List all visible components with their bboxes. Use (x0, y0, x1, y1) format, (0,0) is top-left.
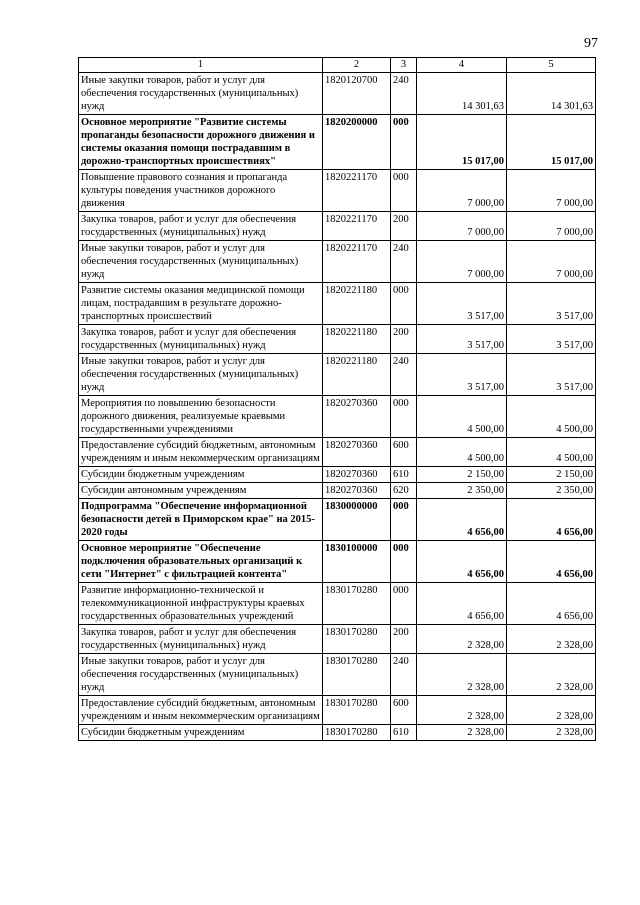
table-row (79, 483, 596, 499)
table-row (79, 583, 596, 625)
row-type-cell: 200 (391, 325, 417, 354)
row-value-2015-cell: 4 656,00 (417, 583, 507, 625)
row-type-cell: 000 (391, 499, 417, 541)
row-value-2015-cell: 2 350,00 (417, 483, 507, 499)
row-type-cell: 200 (391, 212, 417, 241)
row-code-cell: 1820270360 (323, 483, 391, 499)
row-value-2015-cell: 15 017,00 (417, 115, 507, 170)
row-value-2016-cell: 3 517,00 (507, 283, 596, 325)
row-name-cell: Основное мероприятие "Обеспечение подключения образовательных организаций к сети "Интернет" с фильтрацией контента" (79, 541, 323, 583)
row-type-cell: 000 (391, 115, 417, 170)
row-name-cell: Закупка товаров, работ и услуг для обеспечения государственных (муниципальных) нужд (79, 625, 323, 654)
row-name-cell: Иные закупки товаров, работ и услуг для обеспечения государственных (муниципальных) нужд (79, 354, 323, 396)
row-value-2016-cell: 2 150,00 (507, 467, 596, 483)
row-value-2015-cell: 2 150,00 (417, 467, 507, 483)
row-value-2016-cell: 4 500,00 (507, 438, 596, 467)
row-name-cell: Предоставление субсидий бюджетным, автономным учреждениям и иным некоммерческим организациям (79, 696, 323, 725)
row-name-cell: Закупка товаров, работ и услуг для обеспечения государственных (муниципальных) нужд (79, 212, 323, 241)
row-type-cell: 600 (391, 696, 417, 725)
row-name-cell: Подпрограмма "Обеспечение информационной безопасности детей в Приморском крае" на 2015-2020 годы (79, 499, 323, 541)
table-row (79, 115, 596, 170)
row-value-2015-cell: 2 328,00 (417, 696, 507, 725)
row-name-cell: Основное мероприятие "Развитие системы пропаганды безопасности дорожного движения и системы оказания помощи пострадавшим в дорожно-транспортных происшествиях" (79, 115, 323, 170)
table-row (79, 325, 596, 354)
row-type-cell: 620 (391, 483, 417, 499)
row-name-cell: Субсидии бюджетным учреждениям (79, 725, 323, 741)
row-value-2016-cell: 4 500,00 (507, 396, 596, 438)
row-value-2015-cell: 2 328,00 (417, 625, 507, 654)
row-value-2015-cell: 7 000,00 (417, 170, 507, 212)
row-code-cell: 1820221180 (323, 354, 391, 396)
row-type-cell: 240 (391, 241, 417, 283)
row-code-cell: 1820120700 (323, 73, 391, 115)
row-value-2015-cell: 4 656,00 (417, 499, 507, 541)
row-value-2015-cell: 2 328,00 (417, 654, 507, 696)
header-col-4: 4 (417, 58, 507, 73)
row-value-2016-cell: 4 656,00 (507, 541, 596, 583)
row-name-cell: Повышение правового сознания и пропаганда культуры поведения участников дорожного движения (79, 170, 323, 212)
row-code-cell: 1830100000 (323, 541, 391, 583)
table-row (79, 438, 596, 467)
row-value-2015-cell: 4 500,00 (417, 438, 507, 467)
row-type-cell: 600 (391, 438, 417, 467)
row-value-2016-cell: 4 656,00 (507, 499, 596, 541)
row-value-2015-cell: 7 000,00 (417, 212, 507, 241)
row-code-cell: 1830170280 (323, 725, 391, 741)
row-value-2015-cell: 4 500,00 (417, 396, 507, 438)
row-value-2016-cell: 2 328,00 (507, 625, 596, 654)
row-code-cell: 1820270360 (323, 467, 391, 483)
row-code-cell: 1830170280 (323, 696, 391, 725)
row-name-cell: Предоставление субсидий бюджетным, автономным учреждениям и иным некоммерческим организациям (79, 438, 323, 467)
row-value-2015-cell: 2 328,00 (417, 725, 507, 741)
row-name-cell: Развитие системы оказания медицинской помощи лицам, пострадавшим в результате дорожно-транспортных происшествий (79, 283, 323, 325)
table-row (79, 541, 596, 583)
row-code-cell: 1820221170 (323, 170, 391, 212)
row-value-2016-cell: 7 000,00 (507, 170, 596, 212)
row-name-cell: Иные закупки товаров, работ и услуг для обеспечения государственных (муниципальных) нужд (79, 241, 323, 283)
table-row (79, 283, 596, 325)
row-type-cell: 240 (391, 73, 417, 115)
row-code-cell: 1830170280 (323, 625, 391, 654)
table-row (79, 73, 596, 115)
row-name-cell: Мероприятия по повышению безопасности дорожного движения, реализуемые краевыми государственными учреждениями (79, 396, 323, 438)
table-row (79, 354, 596, 396)
row-name-cell: Субсидии бюджетным учреждениям (79, 467, 323, 483)
row-code-cell: 1830170280 (323, 654, 391, 696)
table-row (79, 241, 596, 283)
row-type-cell: 610 (391, 467, 417, 483)
row-code-cell: 1820221170 (323, 241, 391, 283)
row-value-2016-cell: 2 350,00 (507, 483, 596, 499)
header-col-5: 5 (507, 58, 596, 73)
budget-table (78, 57, 596, 741)
row-name-cell: Развитие информационно-технической и телекоммуникационной инфраструктуры краевых государственных образовательных учреждений (79, 583, 323, 625)
table-row (79, 696, 596, 725)
row-value-2016-cell: 3 517,00 (507, 354, 596, 396)
row-value-2016-cell: 2 328,00 (507, 654, 596, 696)
row-type-cell: 240 (391, 654, 417, 696)
row-value-2015-cell: 3 517,00 (417, 283, 507, 325)
header-col-3: 3 (391, 58, 417, 73)
table-row (79, 170, 596, 212)
row-type-cell: 000 (391, 170, 417, 212)
row-value-2016-cell: 15 017,00 (507, 115, 596, 170)
row-type-cell: 200 (391, 625, 417, 654)
table-header (79, 58, 596, 73)
row-code-cell: 1820221180 (323, 283, 391, 325)
row-type-cell: 000 (391, 396, 417, 438)
table-row (79, 654, 596, 696)
header-col-2: 2 (323, 58, 391, 73)
table-row (79, 499, 596, 541)
row-name-cell: Субсидии автономным учреждениям (79, 483, 323, 499)
row-value-2016-cell: 7 000,00 (507, 212, 596, 241)
row-code-cell: 1830170280 (323, 583, 391, 625)
row-type-cell: 000 (391, 541, 417, 583)
table-row (79, 467, 596, 483)
row-type-cell: 000 (391, 283, 417, 325)
row-code-cell: 1820200000 (323, 115, 391, 170)
row-value-2015-cell: 3 517,00 (417, 325, 507, 354)
row-code-cell: 1820270360 (323, 396, 391, 438)
row-code-cell: 1820270360 (323, 438, 391, 467)
row-name-cell: Иные закупки товаров, работ и услуг для обеспечения государственных (муниципальных) нужд (79, 73, 323, 115)
table-row (79, 396, 596, 438)
row-name-cell: Закупка товаров, работ и услуг для обеспечения государственных (муниципальных) нужд (79, 325, 323, 354)
row-value-2016-cell: 2 328,00 (507, 696, 596, 725)
header-row (79, 58, 596, 73)
row-value-2016-cell: 14 301,63 (507, 73, 596, 115)
row-value-2016-cell: 7 000,00 (507, 241, 596, 283)
row-value-2016-cell: 4 656,00 (507, 583, 596, 625)
row-value-2016-cell: 2 328,00 (507, 725, 596, 741)
row-value-2016-cell: 3 517,00 (507, 325, 596, 354)
table-row (79, 725, 596, 741)
row-value-2015-cell: 14 301,63 (417, 73, 507, 115)
table-row (79, 625, 596, 654)
row-code-cell: 1820221180 (323, 325, 391, 354)
page-number: 97 (584, 36, 598, 51)
row-type-cell: 000 (391, 583, 417, 625)
table-body (79, 73, 596, 741)
row-value-2015-cell: 4 656,00 (417, 541, 507, 583)
row-type-cell: 610 (391, 725, 417, 741)
row-name-cell: Иные закупки товаров, работ и услуг для обеспечения государственных (муниципальных) нужд (79, 654, 323, 696)
row-value-2015-cell: 7 000,00 (417, 241, 507, 283)
row-code-cell: 1820221170 (323, 212, 391, 241)
row-type-cell: 240 (391, 354, 417, 396)
row-value-2015-cell: 3 517,00 (417, 354, 507, 396)
header-col-1: 1 (79, 58, 323, 73)
table-row (79, 212, 596, 241)
row-code-cell: 1830000000 (323, 499, 391, 541)
